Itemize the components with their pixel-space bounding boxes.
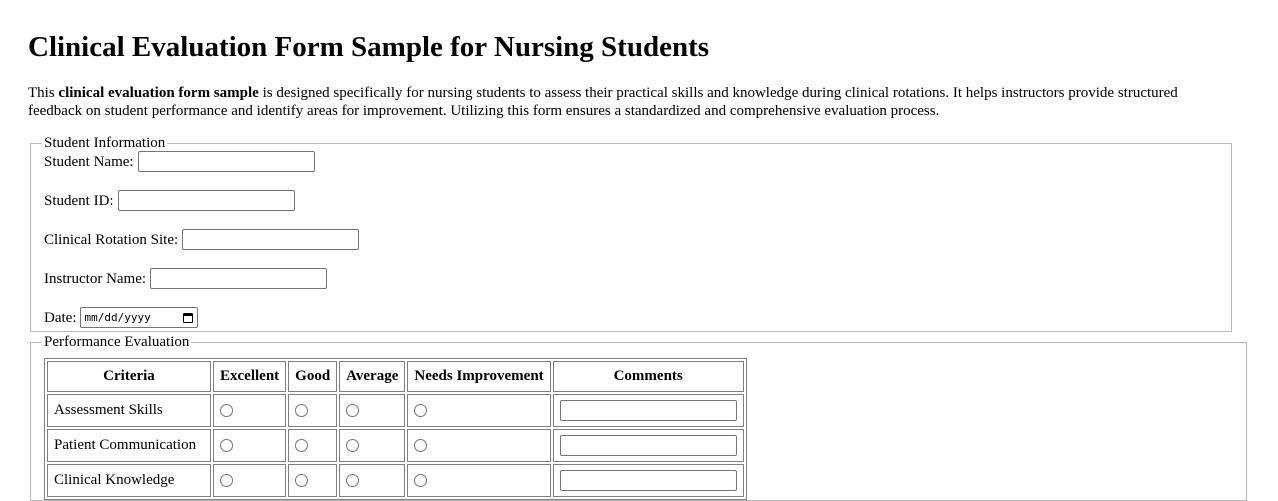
- radio-average[interactable]: [346, 474, 359, 487]
- student-name-row: [44, 151, 1231, 190]
- date-input[interactable]: [80, 307, 198, 328]
- radio-needs-improvement[interactable]: [414, 474, 427, 487]
- evaluation-table: [44, 358, 747, 500]
- intro-text-start: This: [28, 85, 59, 101]
- clinical-rotation-site-input[interactable]: [182, 229, 359, 250]
- table-row: [47, 464, 744, 497]
- intro-text-end: is designed specifically for nursing students to assess their practical skills and knowledge during clinical rotations. It helps instructors provide structured feedback on student performance and identify areas for improvement. Utilizing this form ensures a standardized and comprehensive evaluation process.: [28, 85, 1178, 119]
- comment-input[interactable]: [560, 470, 737, 491]
- table-row: [47, 429, 744, 462]
- student-name-input[interactable]: [138, 151, 315, 172]
- radio-good[interactable]: [295, 439, 308, 452]
- criteria-cell: Patient Communication: [47, 429, 211, 462]
- date-label: Date:: [44, 310, 77, 326]
- radio-good[interactable]: [295, 404, 308, 417]
- header-excellent: Excellent: [213, 361, 286, 392]
- page-title: Clinical Evaluation Form Sample for Nursing Students: [28, 31, 710, 63]
- student-id-label: Student ID:: [44, 193, 114, 209]
- intro-paragraph: [28, 84, 1218, 120]
- comment-input[interactable]: [560, 400, 737, 421]
- header-needs-improvement: Needs Improvement: [407, 361, 550, 392]
- performance-evaluation-legend: Performance Evaluation: [44, 334, 190, 350]
- radio-excellent[interactable]: [220, 474, 233, 487]
- criteria-cell: Assessment Skills: [47, 394, 211, 427]
- radio-average[interactable]: [346, 404, 359, 417]
- radio-needs-improvement[interactable]: [414, 439, 427, 452]
- radio-average[interactable]: [346, 439, 359, 452]
- student-id-row: [44, 190, 1231, 229]
- table-row: [47, 394, 744, 427]
- calendar-icon[interactable]: [183, 313, 193, 323]
- student-name-label: Student Name:: [44, 154, 134, 170]
- clinical-rotation-site-label: Clinical Rotation Site:: [44, 232, 179, 248]
- instructor-name-label: Instructor Name:: [44, 271, 147, 287]
- instructor-name-row: [44, 268, 1231, 307]
- table-header-row: [47, 361, 744, 392]
- instructor-name-input[interactable]: [150, 268, 327, 289]
- radio-excellent[interactable]: [220, 439, 233, 452]
- student-information-fieldset: [30, 135, 1232, 332]
- header-criteria: Criteria: [47, 361, 211, 392]
- date-placeholder: mm/dd/yyyy: [84, 311, 151, 324]
- radio-needs-improvement[interactable]: [414, 404, 427, 417]
- header-good: Good: [288, 361, 337, 392]
- student-information-legend: Student Information: [44, 135, 166, 151]
- comment-input[interactable]: [560, 435, 737, 456]
- header-comments: Comments: [553, 361, 744, 392]
- student-id-input[interactable]: [118, 190, 295, 211]
- header-average: Average: [339, 361, 405, 392]
- intro-bold-text: clinical evaluation form sample: [58, 85, 259, 101]
- criteria-cell: Clinical Knowledge: [47, 464, 211, 497]
- clinical-rotation-site-row: [44, 229, 1231, 268]
- radio-excellent[interactable]: [220, 404, 233, 417]
- performance-evaluation-fieldset: [30, 334, 1247, 501]
- radio-good[interactable]: [295, 474, 308, 487]
